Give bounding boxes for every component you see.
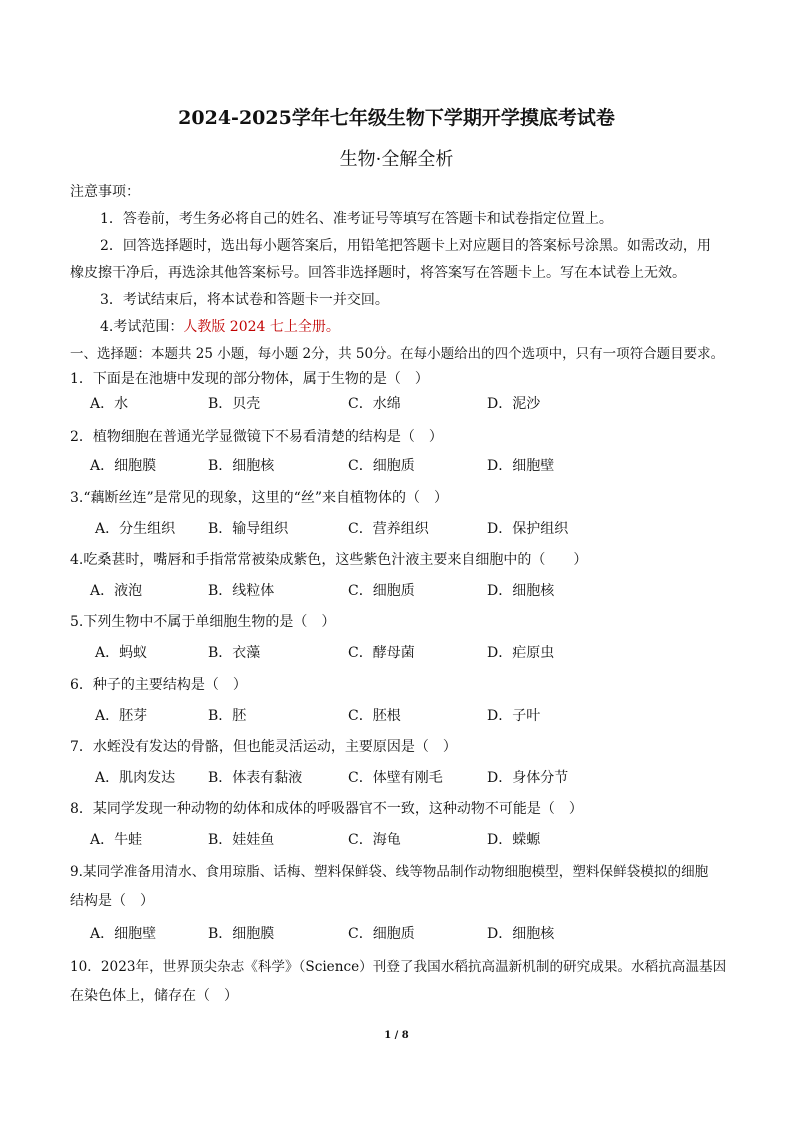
option-a: A．水 [90, 396, 129, 412]
question-stem-cont: 结构是（ ） [70, 893, 154, 909]
option-d: D．细胞核 [487, 926, 555, 942]
option-d: D．身体分节 [487, 770, 569, 786]
option-b: B．娃娃鱼 [208, 832, 275, 848]
page-number: 1 / 8 [384, 1030, 409, 1041]
notice-heading: 注意事项： [70, 184, 140, 200]
option-b: B．线粒体 [208, 583, 275, 599]
option-a: A．细胞膜 [90, 458, 157, 474]
question-stem: 4.吃桑葚时，嘴唇和手指常常被染成紫色，这些紫色汁液主要来自细胞中的（ ） [70, 552, 588, 568]
notice-item-2-cont: 橡皮擦干净后，再选涂其他答案标号。回答非选择题时，将答案写在答题卡上。写在本试卷上无效。 [70, 265, 686, 281]
option-b: B．输导组织 [208, 521, 289, 537]
option-b: B．体表有黏液 [208, 770, 303, 786]
notice-item-3: 3．考试结束后，将本试卷和答题卡一并交回。 [100, 292, 389, 308]
option-c: C．细胞质 [348, 458, 415, 474]
option-d: D．子叶 [487, 708, 541, 724]
option-c: C．营养组织 [348, 521, 429, 537]
option-b: B．贝壳 [208, 396, 261, 412]
option-a: A．分生组织 [95, 521, 176, 537]
notice-item-1: 1．答卷前，考生务必将自己的姓名、准考证号等填写在答题卡和试卷指定位置上。 [100, 211, 613, 227]
option-a: A．蚂蚁 [95, 645, 148, 661]
question-stem: 2．植物细胞在普通光学显微镜下不易看清楚的结构是（ ） [70, 429, 443, 445]
option-a: A．牛蛙 [90, 832, 143, 848]
option-c: C．细胞质 [348, 926, 415, 942]
option-c: C．海龟 [348, 832, 401, 848]
question-stem: 5.下列生物中不属于单细胞生物的是（ ） [70, 614, 336, 630]
option-c: C．胚根 [348, 708, 401, 724]
option-a: A．液泡 [90, 583, 143, 599]
question-stem: 1．下面是在池塘中发现的部分物体，属于生物的是（ ） [70, 371, 429, 387]
exam-subtitle: 生物·全解全析 [339, 149, 454, 170]
question-stem: 6．种子的主要结构是（ ） [70, 677, 247, 693]
question-stem-cont: 在染色体上，储存在（ ） [70, 988, 238, 1004]
option-d: D．保护组织 [487, 521, 569, 537]
option-c: C．酵母菌 [348, 645, 415, 661]
option-a: A．细胞壁 [90, 926, 157, 942]
option-c: C．体壁有刚毛 [348, 770, 443, 786]
option-d: D．细胞核 [487, 583, 555, 599]
option-b: B．衣藻 [208, 645, 261, 661]
section-heading: 一、选择题：本题共 25 小题，每小题 2分，共 50分。在每小题给出的四个选项中，只有一项符合题目要求。 [70, 346, 725, 362]
option-a: A．胚芽 [95, 708, 148, 724]
notice-item-2: 2．回答选择题时，选出每小题答案后，用铅笔把答题卡上对应题目的答案标号涂黑。如需改动，用 [100, 238, 711, 254]
option-b: B．细胞膜 [208, 926, 275, 942]
option-a: A．肌肉发达 [95, 770, 176, 786]
option-d: D．蝾螈 [487, 832, 541, 848]
question-stem: 9.某同学准备用清水、食用琼脂、话梅、塑料保鲜袋、线等物品制作动物细胞模型，塑料保鲜袋模拟的细胞 [70, 864, 709, 880]
notice-item-4 [100, 318, 340, 336]
option-c: C．水绵 [348, 396, 401, 412]
option-c: C．细胞质 [348, 583, 415, 599]
option-d: D．细胞壁 [487, 458, 555, 474]
question-stem: 7．水蛭没有发达的骨骼，但也能灵活运动，主要原因是（ ） [70, 739, 457, 755]
notice-item-4-prefix: 4.考试范围： [100, 319, 184, 335]
option-d: D．疟原虫 [487, 645, 555, 661]
exam-title: 2024-2025学年七年级生物下学期开学摸底考试卷 [178, 107, 615, 129]
option-b: B．细胞核 [208, 458, 275, 474]
option-b: B．胚 [208, 708, 247, 724]
exam-scope: 人教版 2024 七上全册。 [183, 319, 340, 335]
option-d: D．泥沙 [487, 396, 541, 412]
question-stem: 8．某同学发现一种动物的幼体和成体的呼吸器官不一致，这种动物不可能是（ ） [70, 801, 583, 817]
question-stem: 10．2023年，世界顶尖杂志《科学》（Science）刊登了我国水稻抗高温新机制的研究成果。水稻抗高温基因 [70, 959, 727, 975]
question-stem: 3.“藕断丝连”是常见的现象，这里的“丝”来自植物体的（ ） [70, 490, 448, 506]
